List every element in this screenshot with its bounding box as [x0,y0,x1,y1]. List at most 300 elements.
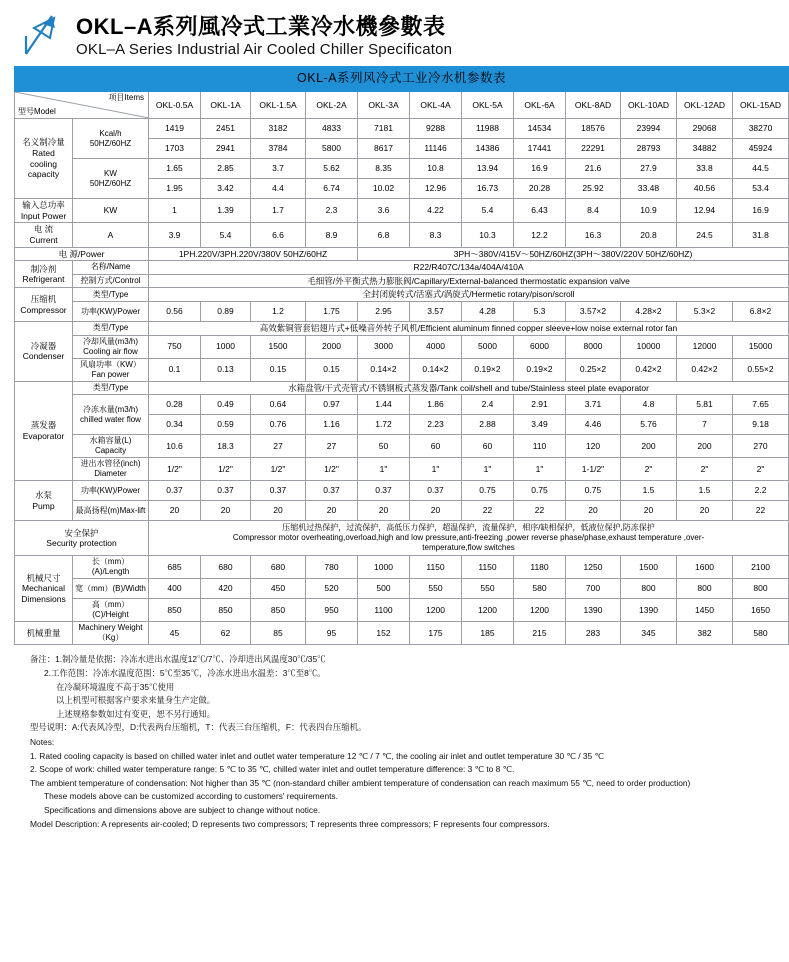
security-cn: 安全保护 [64,527,99,538]
pump-lift-3: 20 [306,501,358,521]
kcal-50-10: 29068 [677,119,733,139]
model-label: 型号Model [18,107,56,117]
tank-capacity-line1: 水箱容量(L) [89,436,132,446]
current-row [15,223,789,247]
kcal-50-5: 9288 [410,119,462,139]
condenser-fanpower-10: 0.42×2 [677,358,733,381]
weight-8: 283 [566,622,621,645]
pipe-diameter-5: 1" [410,458,462,481]
width-7: 580 [514,579,566,599]
dimensions-en1: Mechanical [22,583,65,594]
power-supply-row [15,247,789,261]
condenser-fanpower-1: 0.13 [201,358,251,381]
note-en-4: Specifications and dimensions above are subject to change without notice. [44,805,321,815]
condenser-airflow-7: 6000 [514,335,566,358]
evaporator-type-value: 水箱盘管/干式壳管式/不锈钢板式蒸发器/Tank coil/shell and tube/Stainless steel plate evaporator [149,381,789,395]
kw-50-6: 13.94 [462,159,514,179]
model-col-4: OKL-3A [358,92,410,119]
input-power-2: 1.7 [251,199,306,223]
pump-power-5: 0.37 [410,481,462,501]
condenser-airflow-0: 750 [149,335,201,358]
width-3: 520 [306,579,358,599]
kcal-50-2: 3182 [251,119,306,139]
input-power-7: 6.43 [514,199,566,223]
compressor-type-row [15,288,789,302]
condenser-airflow-6: 5000 [462,335,514,358]
note-en-5: Model Description: A represents air-cooled; D represents two compressors; T represents three compressors; F represents four compressors. [30,818,550,829]
refrigerant-name-value: R22/R407C/134a/404A/410A [149,261,789,275]
pump-power-6: 0.75 [462,481,514,501]
weight-11: 580 [733,622,789,645]
kw-50-4: 8.35 [358,159,410,179]
kw-50-1: 2.85 [201,159,251,179]
chilled-flow-b-1: 0.59 [201,415,251,435]
note-cn-3: 以上机型可根据客户要求来量身生产定做。 [56,695,216,706]
pump-cn: 水泵 [34,490,52,501]
condenser-airflow-line1: 冷却风量(m3/h) [82,336,139,346]
width-2: 450 [251,579,306,599]
chilled-flow-b-10: 7 [677,415,733,435]
kcal-60-3: 5800 [306,139,358,159]
input-power-en: Input Power [20,210,67,221]
kcal-60-7: 17441 [514,139,566,159]
pipe-diameter-8: 1-1/2" [566,458,621,481]
width-1: 420 [201,579,251,599]
kcal-50-7: 14534 [514,119,566,139]
chilled-flow-b-2: 0.76 [251,415,306,435]
chilled-flow-b-7: 3.49 [514,415,566,435]
kcal-60-4: 8617 [358,139,410,159]
tank-capacity-8: 120 [566,435,621,458]
kcal-60-8: 22291 [566,139,621,159]
width-8: 700 [566,579,621,599]
input-power-row [15,199,789,223]
width-5: 550 [410,579,462,599]
tank-capacity-line2: Capacity [94,446,127,456]
kw-60-6: 16.73 [462,179,514,199]
length-11: 2100 [733,556,789,579]
pump-power-0: 0.37 [149,481,201,501]
height-5: 1200 [410,599,462,622]
page-title-cn: OKL–A系列風冷式工業冷水機參數表 [76,14,446,39]
pump-lift-9: 20 [621,501,677,521]
chilled-flow-b-3: 1.16 [306,415,358,435]
tank-capacity-9: 200 [621,435,677,458]
condenser-type-label: 类型/Type [73,322,149,336]
evaporator-type-label: 类型/Type [73,381,149,395]
kw-50-11: 44.5 [733,159,789,179]
weight-2: 85 [251,622,306,645]
chilled-flow-a-9: 4.8 [621,395,677,415]
kcal-50-0: 1419 [149,119,201,139]
current-en: Current [29,234,58,245]
note-cn-0: 备注：1.制冷量是依据：冷冻水进出水温度12℃/7℃、冷却进出风温度30℃/35℃ [30,654,326,665]
weight-group-label: 机械重量 [15,622,73,645]
pump-power-label: 功率(KW)/Power [73,481,149,501]
pump-lift-10: 20 [677,501,733,521]
kcal-row-50hz [15,119,789,139]
input-power-5: 4.22 [410,199,462,223]
compressor-power-7: 5.3 [514,302,566,322]
specification-table [14,66,789,645]
current-11: 31.8 [733,223,789,247]
width-9: 800 [621,579,677,599]
chilled-flow-row-a [15,395,789,415]
power-supply-label: 电 源/Power [15,247,149,261]
compressor-power-5: 3.57 [410,302,462,322]
pump-lift-2: 20 [251,501,306,521]
condenser-fanpower-8: 0.25×2 [566,358,621,381]
tank-capacity-7: 110 [514,435,566,458]
length-2: 680 [251,556,306,579]
model-col-0: OKL-0.5A [149,92,201,119]
power-supply-right: 3PH～380V/415V～50HZ/60HZ(3PH～380V/220V 50HZ/60HZ) [358,247,789,261]
compressor-power-4: 2.95 [358,302,410,322]
current-cn: 电 流 [33,224,54,235]
height-1: 850 [201,599,251,622]
pump-lift-1: 20 [201,501,251,521]
condenser-fanpower-4: 0.14×2 [358,358,410,381]
pump-power-2: 0.37 [251,481,306,501]
length-5: 1150 [410,556,462,579]
items-label: 项目Items [108,93,144,103]
note-cn-1: 2.工作范围：冷冻水温度范围：5℃至35℃，冷冻水进出水温差：3℃至8℃。 [44,667,326,678]
compressor-type-label: 类型/Type [73,288,149,302]
condenser-airflow-4: 3000 [358,335,410,358]
pump-power-11: 2.2 [733,481,789,501]
kcal-50-9: 23994 [621,119,677,139]
evaporator-type-row [15,381,789,395]
pump-power-8: 0.75 [566,481,621,501]
condenser-airflow-10: 12000 [677,335,733,358]
pipe-diameter-1: 1/2" [201,458,251,481]
condenser-airflow-11: 15000 [733,335,789,358]
compressor-power-2: 1.2 [251,302,306,322]
length-1: 680 [201,556,251,579]
tank-capacity-11: 270 [733,435,789,458]
weight-1: 62 [201,622,251,645]
model-col-5: OKL-4A [410,92,462,119]
dimension-length-row [15,556,789,579]
kw-unit-line2: 50HZ/60HZ [89,178,132,188]
chilled-flow-a-7: 2.91 [514,395,566,415]
tank-capacity-5: 60 [410,435,462,458]
weight-0: 45 [149,622,201,645]
current-10: 24.5 [677,223,733,247]
compressor-power-9: 4.28×2 [621,302,677,322]
condenser-airflow-5: 4000 [410,335,462,358]
condenser-airflow-1: 1000 [201,335,251,358]
height-7: 1200 [514,599,566,622]
tank-capacity-1: 18.3 [201,435,251,458]
current-3: 8.9 [306,223,358,247]
height-0: 850 [149,599,201,622]
weight-10: 382 [677,622,733,645]
pump-power-1: 0.37 [201,481,251,501]
height-6: 1200 [462,599,514,622]
evaporator-group-label [15,381,73,481]
tank-capacity-2: 27 [251,435,306,458]
evaporator-cn: 蒸发器 [30,420,57,431]
length-6: 1150 [462,556,514,579]
chilled-flow-a-11: 7.65 [733,395,789,415]
chilled-flow-b-8: 4.46 [566,415,621,435]
power-supply-left: 1PH.220V/3PH.220V/380V 50HZ/60HZ [149,247,358,261]
pipe-diameter-7: 1" [514,458,566,481]
model-col-3: OKL-2A [306,92,358,119]
kcal-50-4: 7181 [358,119,410,139]
length-7: 1180 [514,556,566,579]
refrigerant-control-label: 控制方式/Control [73,274,149,288]
model-col-6: OKL-5A [462,92,514,119]
condenser-fanpower-7: 0.19×2 [514,358,566,381]
pump-lift-row [15,501,789,521]
chilled-flow-b-0: 0.34 [149,415,201,435]
refrigerant-name-label: 名称/Name [73,261,149,275]
condenser-en: Condenser [22,351,65,362]
condenser-cn: 冷凝器 [30,340,57,351]
condenser-fanpower-3: 0.15 [306,358,358,381]
input-power-10: 12.94 [677,199,733,223]
compressor-en: Compressor [20,304,67,315]
pipe-diameter-line2: Diameter [94,469,127,479]
pump-power-10: 1.5 [677,481,733,501]
condenser-airflow-3: 2000 [306,335,358,358]
weight-3: 95 [306,622,358,645]
current-0: 3.9 [149,223,201,247]
note-en-1: 2. Scope of work: chilled water temperature range: 5 ℃ to 35 ℃, chilled water inlet and outlet temperature difference: 3 ℃ to 8 ℃. [30,764,515,775]
model-col-2: OKL-1.5A [251,92,306,119]
chilled-flow-a-6: 2.4 [462,395,514,415]
condenser-airflow-8: 8000 [566,335,621,358]
kw-60-10: 40.56 [677,179,733,199]
compressor-power-3: 1.75 [306,302,358,322]
refrigerant-en: Refrigerant [22,274,65,285]
kw-50-3: 5.62 [306,159,358,179]
pump-lift-6: 22 [462,501,514,521]
refrigerant-name-row [15,261,789,275]
kw-50-5: 10.8 [410,159,462,179]
length-3: 780 [306,556,358,579]
chilled-flow-a-8: 3.71 [566,395,621,415]
model-col-10: OKL-12AD [677,92,733,119]
current-label [15,223,73,247]
pump-lift-11: 22 [733,501,789,521]
tank-capacity-3: 27 [306,435,358,458]
condenser-fanpower-2: 0.15 [251,358,306,381]
dimension-width-row [15,579,789,599]
pump-power-9: 1.5 [621,481,677,501]
height-10: 1450 [677,599,733,622]
model-header-row [15,92,789,119]
pump-power-3: 0.37 [306,481,358,501]
kw-60-3: 6.74 [306,179,358,199]
pump-power-7: 0.75 [514,481,566,501]
compressor-power-11: 6.8×2 [733,302,789,322]
condenser-fanpower-line1: 风扇功率（KW） [80,359,141,369]
tank-capacity-4: 50 [358,435,410,458]
weight-6: 185 [462,622,514,645]
kcal-unit-line2: 50HZ/60HZ [89,138,132,148]
pipe-diameter-4: 1" [358,458,410,481]
security-label [15,521,149,556]
width-4: 500 [358,579,410,599]
kcal-unit-line1: Kcal/h [99,128,122,138]
weight-5: 175 [410,622,462,645]
pipe-diameter-6: 1" [462,458,514,481]
kw-unit-label [73,159,149,199]
pipe-diameter-row [15,458,789,481]
pipe-diameter-11: 2" [733,458,789,481]
dimension-height-row [15,599,789,622]
input-power-0: 1 [149,199,201,223]
height-11: 1650 [733,599,789,622]
width-0: 400 [149,579,201,599]
condenser-group-label [15,322,73,382]
security-en: Security protection [46,538,117,549]
kw-60-11: 53.4 [733,179,789,199]
height-2: 850 [251,599,306,622]
input-power-4: 3.6 [358,199,410,223]
input-power-3: 2.3 [306,199,358,223]
condenser-airflow-label [73,335,149,358]
weight-4: 152 [358,622,410,645]
kw-unit-line1: KW [104,168,117,178]
kcal-unit-label [73,119,149,159]
pump-en: Pump [32,500,55,511]
kw-50-7: 16.9 [514,159,566,179]
kcal-60-5: 11146 [410,139,462,159]
refrigerant-control-row [15,274,789,288]
tank-capacity-6: 60 [462,435,514,458]
condenser-fanpower-9: 0.42×2 [621,358,677,381]
compressor-power-label: 功率(KW)/Power [73,302,149,322]
input-power-unit: KW [73,199,149,223]
kcal-60-11: 45924 [733,139,789,159]
note-en-3: These models above can be customized according to customers' requirements. [44,791,338,802]
note-cn-2: 在冷凝环境温度不高于35℃使用 [56,681,175,692]
rated-cooling-en3: capacity [27,169,60,180]
width-label: 宽（mm）(B)/Width [73,579,149,599]
kcal-60-1: 2941 [201,139,251,159]
condenser-fanpower-0: 0.1 [149,358,201,381]
compressor-power-row [15,302,789,322]
current-2: 6.6 [251,223,306,247]
pump-power-row [15,481,789,501]
chilled-flow-line1: 冷冻水量(m3/h) [82,404,139,414]
table-banner-row [15,67,789,92]
width-11: 800 [733,579,789,599]
compressor-power-8: 3.57×2 [566,302,621,322]
chilled-flow-a-0: 0.28 [149,395,201,415]
security-value [149,521,789,556]
note-cn-5: 型号说明：A:代表风冷型，D:代表两台压缩机，T：代表三台压缩机，F：代表四台压缩机。 [30,722,367,733]
condenser-fanpower-6: 0.19×2 [462,358,514,381]
kw-60-9: 33.48 [621,179,677,199]
kw-60-2: 4.4 [251,179,306,199]
chilled-flow-b-5: 2.23 [410,415,462,435]
condenser-airflow-line2: Cooling air flow [83,346,138,356]
kw-50-2: 3.7 [251,159,306,179]
weight-unit-line2: （Kg） [97,633,124,643]
pipe-diameter-9: 2" [621,458,677,481]
compressor-type-value: 全封闭旋转式/活塞式/涡旋式/Hermetic rotary/pison/scroll [149,288,789,302]
current-5: 8.3 [410,223,462,247]
kcal-50-1: 2451 [201,119,251,139]
refrigerant-group-label [15,261,73,288]
chilled-flow-b-9: 5.76 [621,415,677,435]
height-9: 1390 [621,599,677,622]
chilled-flow-b-11: 9.18 [733,415,789,435]
chilled-flow-a-1: 0.49 [201,395,251,415]
model-col-9: OKL-10AD [621,92,677,119]
height-8: 1390 [566,599,621,622]
pipe-diameter-0: 1/2" [149,458,201,481]
input-power-9: 10.9 [621,199,677,223]
model-col-8: OKL-8AD [566,92,621,119]
refrigerant-control-value: 毛细管/外平衡式热力膨胀阀/Capillary/External-balanced thermostatic expansion valve [149,274,789,288]
weight-unit-label [73,622,149,645]
pump-lift-4: 20 [358,501,410,521]
compressor-group-label [15,288,73,322]
dimensions-en2: Dimensions [21,594,66,605]
compressor-power-1: 0.89 [201,302,251,322]
dimensions-cn: 机械尺寸 [26,572,61,583]
chilled-flow-label [73,395,149,435]
rated-cooling-en1: Rated [32,147,55,158]
model-col-7: OKL-6A [514,92,566,119]
model-col-1: OKL-1A [201,92,251,119]
tank-capacity-10: 200 [677,435,733,458]
weight-9: 345 [621,622,677,645]
pump-lift-0: 20 [149,501,201,521]
kw-60-0: 1.95 [149,179,201,199]
kcal-50-8: 18576 [566,119,621,139]
condenser-airflow-2: 1500 [251,335,306,358]
condenser-fanpower-5: 0.14×2 [410,358,462,381]
weight-7: 215 [514,622,566,645]
width-10: 800 [677,579,733,599]
security-line-cn: 压缩机过热保护，过流保护，高低压力保护，超温保护，流量保护，相序/缺相保护，低液位保护,防冻保护 [282,523,655,533]
chilled-flow-a-3: 0.97 [306,395,358,415]
model-col-11: OKL-15AD [733,92,789,119]
kw-60-5: 12.96 [410,179,462,199]
security-line-en2: temperature,flow switches [422,543,515,553]
length-8: 1250 [566,556,621,579]
pipe-diameter-10: 2" [677,458,733,481]
chilled-flow-b-4: 1.72 [358,415,410,435]
tank-capacity-0: 10.6 [149,435,201,458]
title-block [76,12,452,60]
rated-cooling-cn: 名义制冷量 [22,137,65,148]
input-power-11: 16.9 [733,199,789,223]
kcal-60-0: 1703 [149,139,201,159]
security-row [15,521,789,556]
condenser-fanpower-line2: Fan power [91,369,130,379]
kcal-60-6: 14386 [462,139,514,159]
pump-lift-7: 22 [514,501,566,521]
chilled-flow-b-6: 2.88 [462,415,514,435]
table-banner: OKL-A系列风冷式工业冷水机参数表 [15,67,789,92]
condenser-fanpower-label [73,358,149,381]
model-items-corner [15,92,149,119]
pump-lift-5: 20 [410,501,462,521]
rated-cooling-en2: cooling [30,158,57,169]
pipe-diameter-2: 1/2" [251,458,306,481]
kw-50-9: 27.9 [621,159,677,179]
height-3: 950 [306,599,358,622]
condenser-fanpower-row [15,358,789,381]
